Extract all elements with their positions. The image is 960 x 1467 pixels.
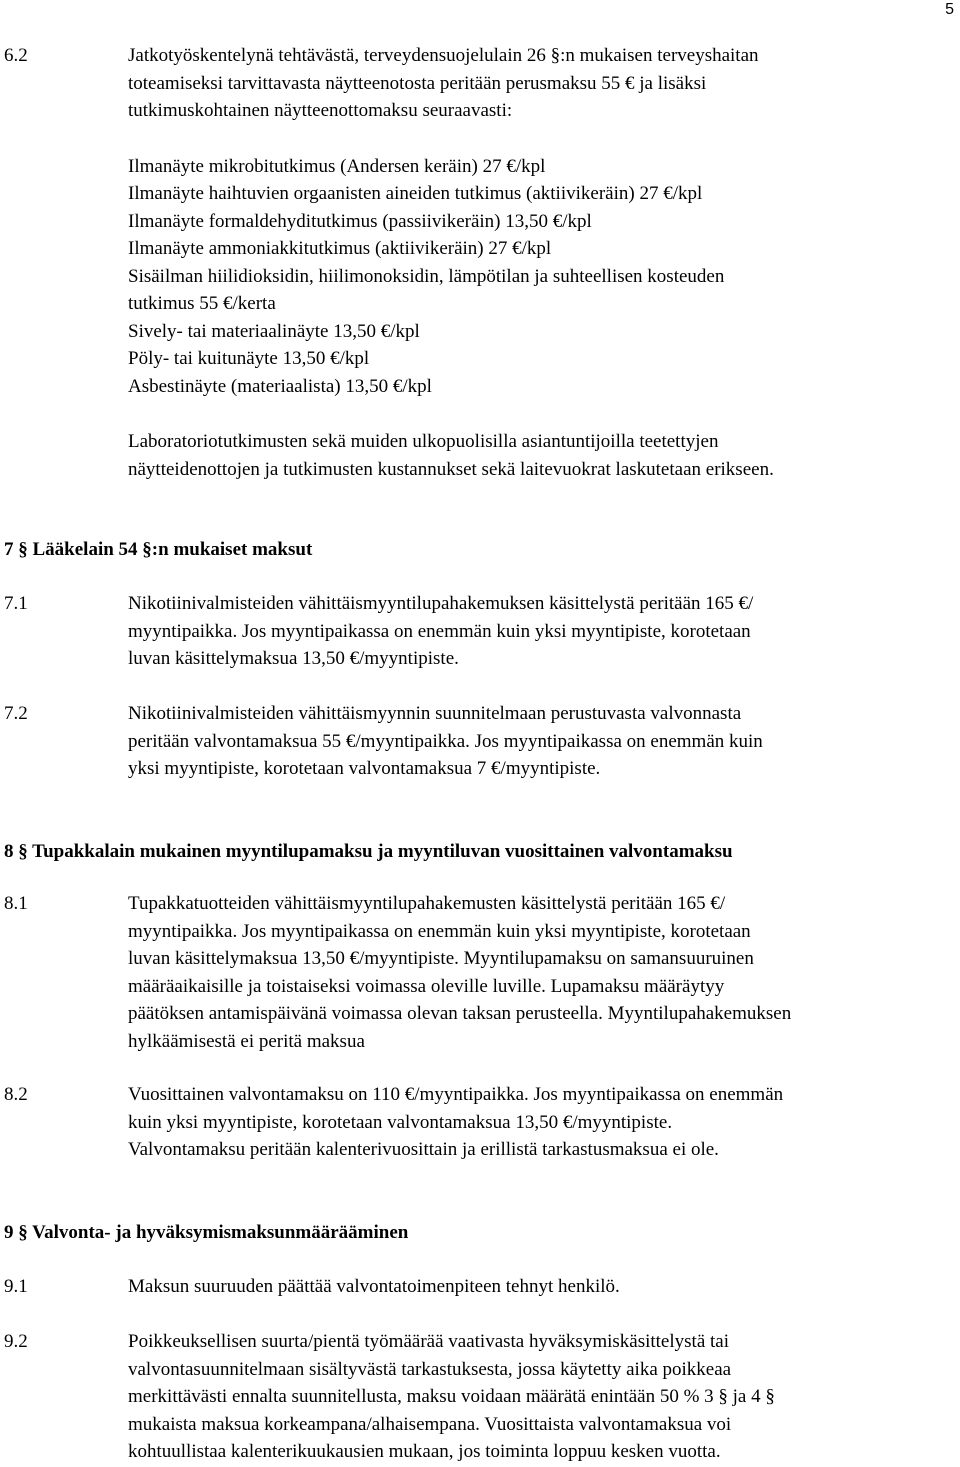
paragraph-number: 9.2: [4, 1331, 28, 1352]
fee-item: Ilmanäyte mikrobitutkimus (Andersen keräin) 27 €/kpl: [128, 155, 546, 177]
section-6-2-intro: Jatkotyöskentelynä tehtävästä, terveydensuojelulain 26 §:n mukaisen terveyshaitan toteamiseksi tarvittavasta näytteenotosta peritään perusmaksu 55 € ja lisäksi tutkimuskohtainen näytteenottomaksu seuraavasti:: [128, 45, 759, 121]
paragraph-text: Nikotiinivalmisteiden vähittäismyynnin suunnitelmaan perustuvasta valvonnasta peritään valvontamaksua 55 €/myyntipaikka. Jos myyntipaikassa on enemmän kuin yksi myyntipiste, korotetaan valvontamaksua 7 €/myyntipiste.: [128, 703, 763, 779]
fee-item: Ilmanäyte formaldehyditutkimus (passiivikeräin) 13,50 €/kpl: [128, 210, 592, 232]
paragraph-text: Tupakkatuotteiden vähittäismyyntilupahakemusten käsittelystä peritään 165 €/ myyntipaikka. Jos myyntipaikassa on enemmän kuin yksi myyntipiste, korotetaan luvan käsittelymaksua 13,50 €/myyntipiste. Myyntilupamaksu on samansuuruinen määräaikaisille ja toistaiseksi voimassa oleville luville. Lupamaksu määräytyy päätöksen antamispäivänä voimassa olevan taksan perusteella. Myyntilupahakemuksen hylkäämisestä ei peritä maksua: [128, 893, 792, 1052]
fee-item: Pöly- tai kuitunäyte 13,50 €/kpl: [128, 348, 370, 369]
fee-item: Asbestinäyte (materiaalista) 13,50 €/kpl: [128, 375, 432, 397]
paragraph-9-1: [4, 1273, 959, 1301]
paragraph-text: Nikotiinivalmisteiden vähittäismyyntilupahakemuksen käsittelystä peritään 165 €/ myyntipaikka. Jos myyntipaikassa on enemmän kuin yksi myyntipiste, korotetaan luvan käsittelymaksua 13,50 €/myyntipiste.: [128, 593, 754, 669]
paragraph-9-2: [4, 1328, 959, 1466]
paragraph-number: 8.2: [4, 1084, 28, 1105]
paragraph-8-1: [4, 890, 959, 1055]
fee-item: Sively- tai materiaalinäyte 13,50 €/kpl: [128, 320, 420, 342]
fee-item: Ilmanäyte haihtuvien orgaanisten aineiden tutkimus (aktiivikeräin) 27 €/kpl: [128, 183, 703, 204]
section-7-heading: 7 § Lääkelain 54 §:n mukaiset maksut: [4, 539, 313, 560]
section-6-2-footer: Laboratoriotutkimusten sekä muiden ulkopuolisilla asiantuntijoilla teetettyjen näytteidenottojen ja tutkimusten kustannukset sekä laitevuokrat laskutetaan erikseen.: [128, 431, 774, 480]
section-8-heading: 8 § Tupakkalain mukainen myyntilupamaksu ja myyntiluvan vuosittainen valvontamaksu: [4, 841, 733, 862]
fee-item: Sisäilman hiilidioksidin, hiilimonoksidin, lämpötilan ja suhteellisen kosteuden tutkimus 55 €/kerta: [128, 265, 725, 314]
paragraph-number: 6.2: [4, 45, 28, 66]
section-9-heading: 9 § Valvonta- ja hyväksymismaksunmäärääminen: [4, 1222, 409, 1243]
paragraph-7-2: [4, 700, 959, 783]
paragraph-number: 7.1: [4, 593, 28, 614]
page-number: 5: [945, 1, 954, 18]
paragraph-number: 8.1: [4, 893, 28, 914]
fee-item: Ilmanäyte ammoniakkitutkimus (aktiivikeräin) 27 €/kpl: [128, 238, 552, 259]
paragraph-number: 7.2: [4, 703, 28, 724]
paragraph-8-2: [4, 1081, 959, 1164]
paragraph-text: Poikkeuksellisen suurta/pientä työmäärää vaativasta hyväksymiskäsittelystä tai valvontasuunnitelmaan sisältyvästä tarkastuksesta, jossa käytetty aika poikkeaa merkittävästi ennalta suunnitellusta, maksu voidaan määrätä enintään 50 % 3 § ja 4 § mukaista maksua korkeampana/alhaisempana. Vuosittaista valvontamaksua voi kohtuullistaa kalenterikuukausien mukaan, jos toiminta loppuu kesken vuotta.: [128, 1331, 775, 1462]
section-6-2: [4, 42, 959, 483]
paragraph-text: Vuosittainen valvontamaksu on 110 €/myyntipaikka. Jos myyntipaikassa on enemmän kuin yksi myyntipiste, korotetaan valvontamaksua 13,50 €/myyntipiste. Valvontamaksu peritään kalenterivuosittain ja erillistä tarkastusmaksua ei ole.: [128, 1084, 784, 1160]
paragraph-text: Maksun suuruuden päättää valvontatoimenpiteen tehnyt henkilö.: [128, 1276, 620, 1297]
paragraph-7-1: [4, 590, 959, 673]
paragraph-number: 9.1: [4, 1276, 28, 1297]
